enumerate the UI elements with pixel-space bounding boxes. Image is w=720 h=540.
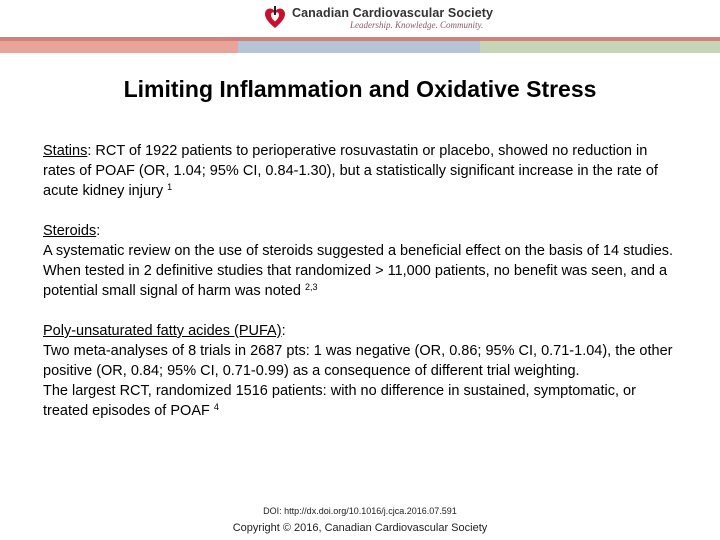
slide-body [43, 141, 683, 441]
pufa-ref: 4 [213, 402, 219, 412]
ccs-logo [264, 6, 493, 31]
slide-title: Limiting Inflammation and Oxidative Stress [123, 76, 597, 102]
doi-link[interactable]: DOI: http://dx.doi.org/10.1016/j.cjca.2016.07.591 [263, 506, 457, 516]
steroids-paragraph [43, 221, 683, 301]
header-stripe-red [0, 41, 238, 53]
steroids-text: A systematic review on the use of steroids suggested a beneficial effect on the basis of 14 studies. When tested in 2 definitive studies that randomized > 11,000 patients, no benefit was seen, and a potential small signal of harm was noted [43, 243, 674, 299]
steroids-heading: Steroids [43, 223, 97, 239]
pufa-text-1: Two meta-analyses of 8 trials in 2687 pts: 1 was negative (OR, 0.86; 95% CI, 0.71-1.04), the other positive (OR, 0.84; 95% CI, 0.71-0.99) as a consequence of different trial weighting. [43, 343, 673, 379]
steroids-colon: : [96, 223, 101, 239]
pufa-paragraph [43, 321, 683, 421]
statins-text: : RCT of 1922 patients to perioperative rosuvastatin or placebo, showed no reduction in rates of POAF (OR, 1.04; 95% CI, 0.84-1.30), but a statistically significant increase in the rate of acute kidney injury [43, 143, 658, 199]
pufa-text-2: The largest RCT, randomized 1516 patients: with no difference in sustained, symptomatic, or treated episodes of POAF [43, 383, 636, 419]
header-stripe-blue [238, 41, 480, 53]
heart-logo-icon [264, 6, 286, 30]
copyright-notice: Copyright © 2016, Canadian Cardiovascular Society [232, 522, 488, 534]
statins-ref: 1 [167, 182, 173, 192]
statins-paragraph [43, 141, 683, 201]
org-name: Canadian Cardiovascular Society [292, 6, 494, 20]
pufa-colon: : [281, 323, 286, 339]
org-tagline: Leadership. Knowledge. Community. [350, 20, 484, 30]
statins-heading: Statins [43, 143, 88, 159]
header-stripe-green [480, 41, 720, 53]
pufa-heading: Poly-unsaturated fatty acides (PUFA) [43, 323, 282, 339]
slide-header [0, 0, 720, 56]
steroids-ref: 2,3 [304, 282, 318, 292]
